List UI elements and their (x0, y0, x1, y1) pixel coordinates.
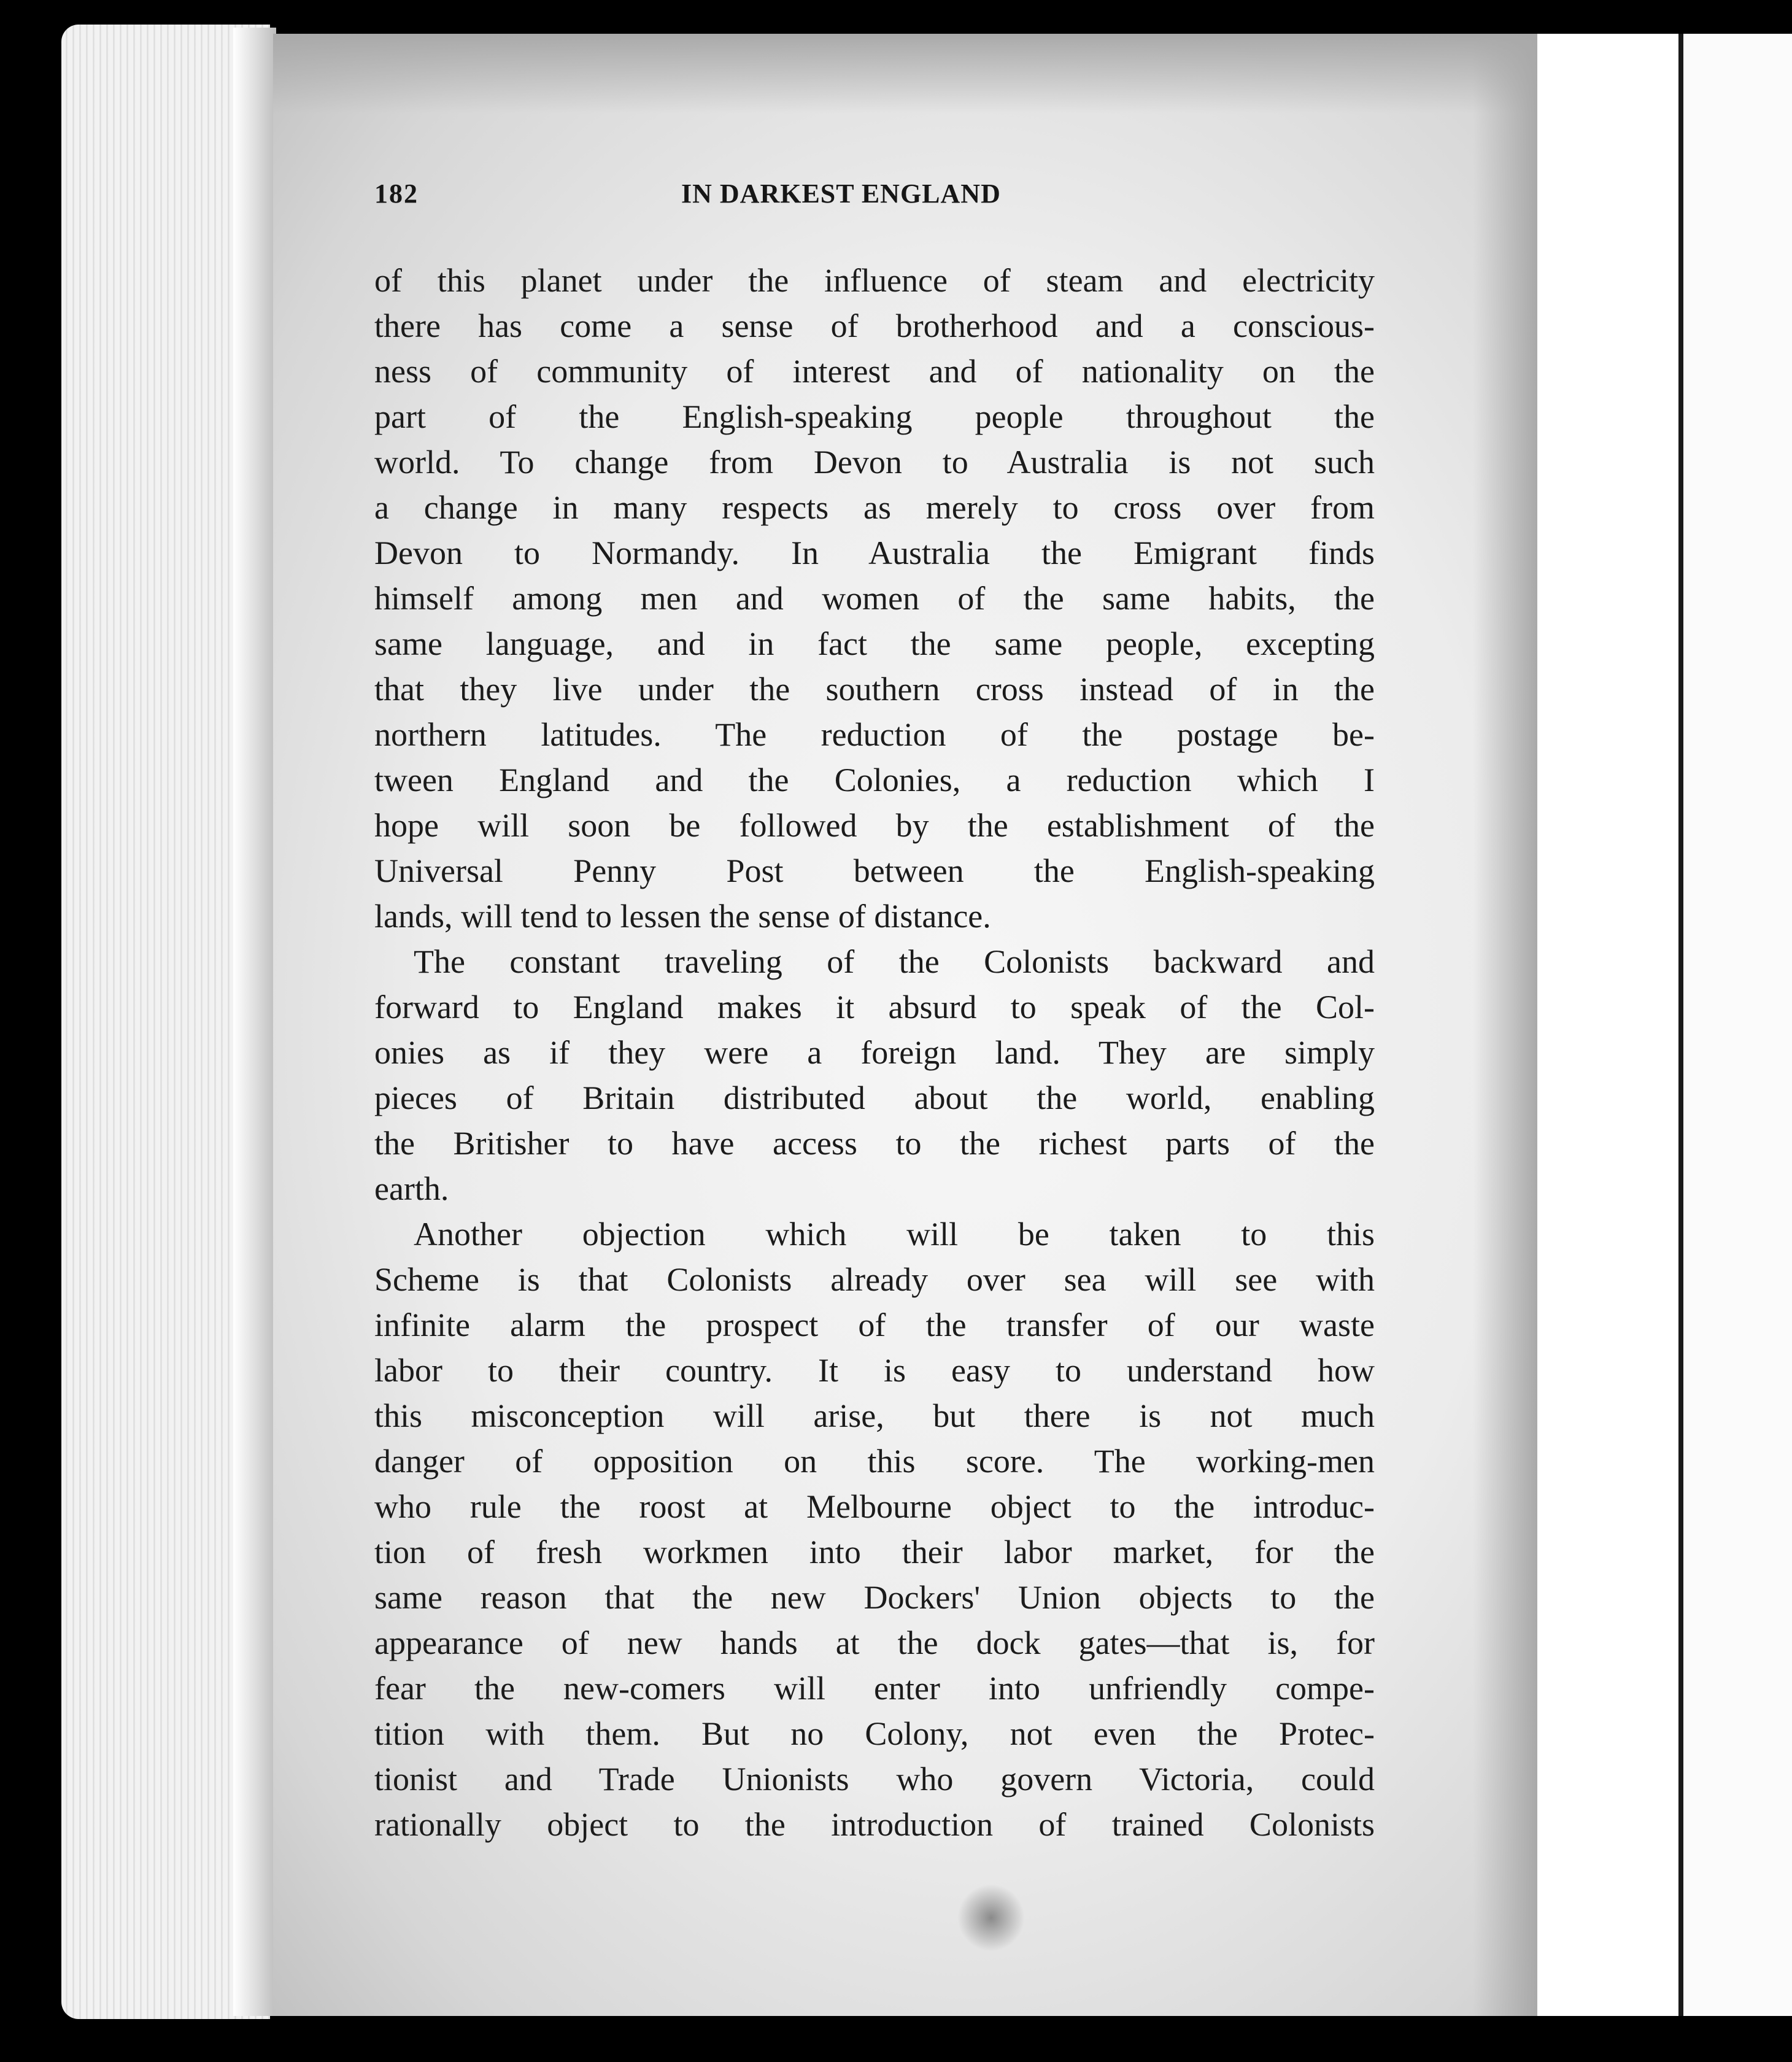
text-line: infinite alarm the prospect of the transfer of our waste (374, 1307, 1375, 1343)
text-line: tition with them. But no Colony, not even the Protec- (374, 1715, 1375, 1752)
page-gutter-shadow (233, 28, 276, 2016)
text-line: danger of opposition on this score. The working-men (374, 1443, 1375, 1480)
text-line: part of the English-speaking people throughout the (374, 398, 1375, 435)
text-line: Scheme is that Colonists already over sea will see with (374, 1261, 1375, 1298)
running-title: IN DARKEST ENGLAND (681, 179, 1001, 209)
text-line: northern latitudes. The reduction of the postage be- (374, 716, 1375, 753)
text-line: who rule the roost at Melbourne object to the introduc- (374, 1488, 1375, 1525)
leaf-edge-divider (1678, 34, 1683, 2016)
text-line: hope will soon be followed by the establishment of the (374, 807, 1375, 844)
text-line: labor to their country. It is easy to understand how (374, 1352, 1375, 1389)
body-text (374, 258, 1375, 1847)
text-line: same reason that the new Dockers' Union objects to the (374, 1579, 1375, 1616)
text-line: same language, and in fact the same people, excepting (374, 625, 1375, 662)
outer-blank-leaf (1683, 34, 1792, 2016)
text-line: pieces of Britain distributed about the world, enabling (374, 1079, 1375, 1116)
text-line: the Britisher to have access to the richest parts of the (374, 1125, 1375, 1162)
text-line: tionist and Trade Unionists who govern Victoria, could (374, 1761, 1375, 1797)
text-line: rationally object to the introduction of trained Colonists (374, 1806, 1375, 1843)
text-line: that they live under the southern cross instead of in the (374, 671, 1375, 708)
text-line: appearance of new hands at the dock gates—that is, for (374, 1624, 1375, 1661)
text-line: a change in many respects as merely to cross over from (374, 489, 1375, 526)
text-line: world. To change from Devon to Australia is not such (374, 444, 1375, 481)
text-line: lands, will tend to lessen the sense of distance. (374, 898, 991, 935)
text-line: forward to England makes it absurd to speak of the Col- (374, 989, 1375, 1025)
text-line: tion of fresh workmen into their labor market, for the (374, 1534, 1375, 1570)
running-head (374, 178, 1049, 227)
paragraph (374, 1211, 1375, 1847)
page-number: 182 (374, 179, 419, 209)
paragraph (374, 258, 1375, 939)
text-line: Another objection which will be taken to this (414, 1216, 1375, 1253)
text-line: himself among men and women of the same habits, the (374, 580, 1375, 617)
text-line: of this planet under the influence of steam and electricity (374, 262, 1375, 299)
ink-blot (957, 1884, 1025, 1952)
text-line: fear the new-comers will enter into unfriendly compe- (374, 1670, 1375, 1707)
text-line: tween England and the Colonies, a reduction which I (374, 762, 1375, 798)
text-line: this misconception will arise, but there is not much (374, 1397, 1375, 1434)
text-line: ness of community of interest and of nationality on the (374, 353, 1375, 390)
text-line: there has come a sense of brotherhood and a conscious- (374, 307, 1375, 344)
paragraph (374, 939, 1375, 1211)
page-right-shadow (1473, 34, 1537, 2016)
text-line: onies as if they were a foreign land. They are simply (374, 1034, 1375, 1071)
text-line: earth. (374, 1170, 449, 1207)
page-top-shadow (273, 34, 1537, 114)
text-line: Universal Penny Post between the English-speaking (374, 852, 1375, 889)
text-line: The constant traveling of the Colonists backward and (414, 943, 1375, 980)
opposite-blank-leaf (1537, 34, 1678, 2016)
text-line: Devon to Normandy. In Australia the Emigrant finds (374, 535, 1375, 571)
